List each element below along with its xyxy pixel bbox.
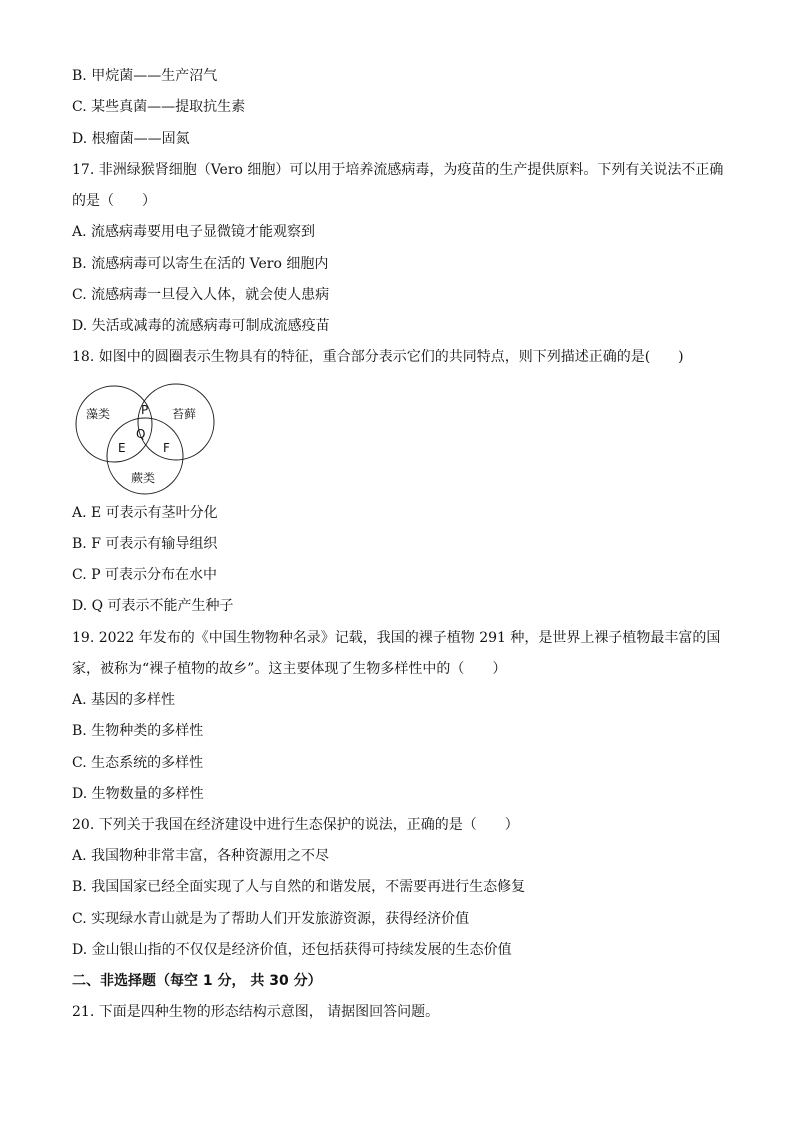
question-21: 21. 下面是四种生物的形态结构示意图， 请据图回答问题。 [72,1004,440,1020]
option-20c: C. 实现绿水青山就是为了帮助人们开发旅游资源，获得经济价值 [72,911,470,927]
option-19c: C. 生态系统的多样性 [72,755,204,771]
question-20: 20. 下列关于我国在经济建设中进行生态保护的说法，正确的是（ ） [72,817,519,833]
option-20b: B. 我国国家已经全面实现了人与自然的和谐发展，不需要再进行生态修复 [72,879,526,895]
option-19d: D. 生物数量的多样性 [72,786,204,802]
option-20a: A. 我国物种非常丰富，各种资源用之不尽 [72,848,330,864]
question-17-cont: 的是（ ） [72,193,156,209]
section-heading-2: 二、非选择题（每空 1 分， 共 30 分） [72,973,322,989]
line-q16d: D. 根瘤菌——固氮 [72,131,190,147]
venn-region-f: F [163,441,170,455]
question-18: 18. 如图中的圆圈表示生物具有的特征，重合部分表示它们的共同特点，则下列描述正确的是( ) [72,349,684,365]
question-19-cont: 家，被称为“裸子植物的故乡”。这主要体现了生物多样性中的（ ） [72,661,507,677]
venn-label-fern: 蕨类 [131,471,156,485]
venn-circle-moss [138,384,214,460]
line-q16c: C. 某些真菌——提取抗生素 [72,99,246,115]
venn-region-p: P [141,403,149,417]
venn-region-q: Q [136,427,146,441]
option-17c: C. 流感病毒一旦侵入人体，就会使人患病 [72,287,330,303]
option-18b: B. F 可表示有输导组织 [72,536,218,552]
option-18d: D. Q 可表示不能产生种子 [72,598,234,614]
option-17d: D. 失活或减毒的流感病毒可制成流感疫苗 [72,318,330,334]
option-17a: A. 流感病毒要用电子显微镜才能观察到 [72,224,316,240]
venn-region-e: E [118,441,126,455]
option-20d: D. 金山银山指的不仅仅是经济价值，还包括获得可持续发展的生态价值 [72,942,512,958]
question-17: 17. 非洲绿猴肾细胞（Vero 细胞）可以用于培养流感病毒，为疫苗的生产提供原料。下列有关说法不正确 [72,162,724,178]
option-19a: A. 基因的多样性 [72,692,176,708]
question-19: 19. 2022 年发布的《中国生物物种名录》记载，我国的裸子植物 291 种，是世界上裸子植物最丰富的国 [72,630,721,646]
venn-label-moss: 苔藓 [172,407,197,421]
venn-diagram [70,378,220,496]
option-17b: B. 流感病毒可以寄生在活的 Vero 细胞内 [72,256,329,272]
option-19b: B. 生物种类的多样性 [72,723,204,739]
option-18c: C. P 可表示分布在水中 [72,567,217,583]
line-q16b: B. 甲烷菌——生产沼气 [72,68,218,84]
venn-circle-algae [76,386,152,462]
option-18a: A. E 可表示有茎叶分化 [72,505,218,521]
venn-label-algae: 藻类 [86,407,111,421]
